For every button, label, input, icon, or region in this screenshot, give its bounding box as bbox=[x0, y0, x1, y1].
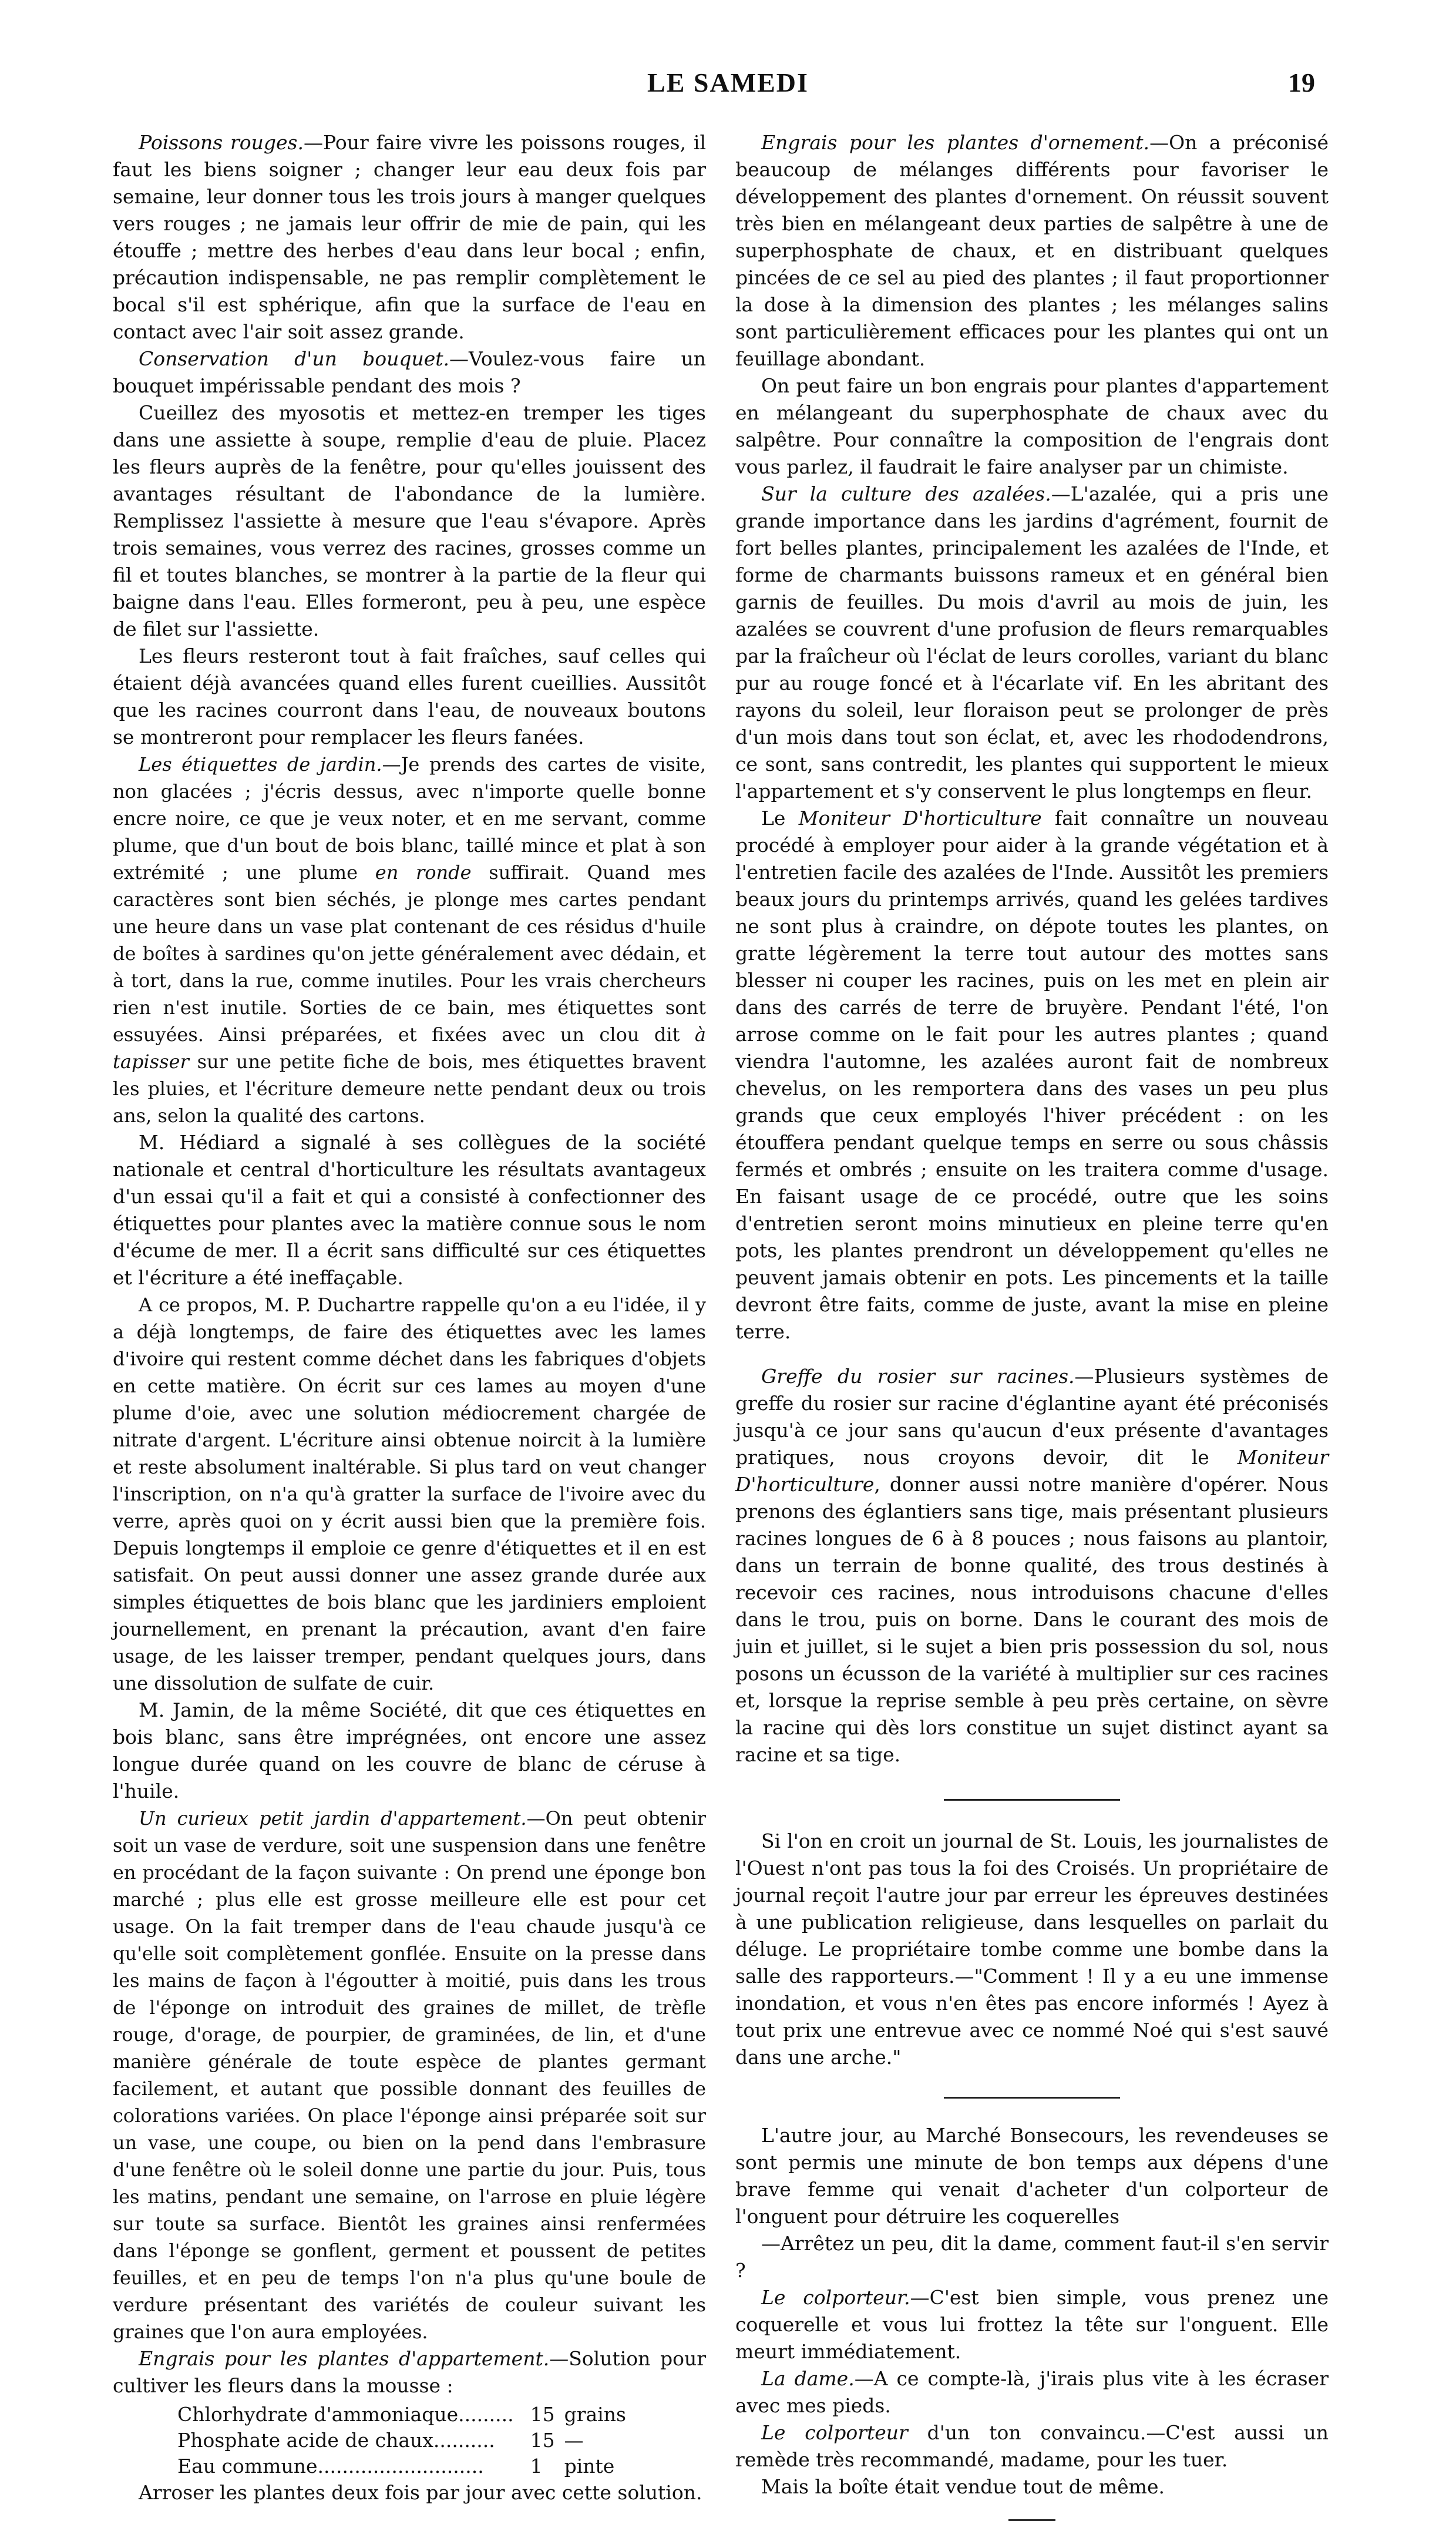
text-sponge-garden: —On peut obtenir soit un vase de verdure, soit une suspension dans une fenêtre en procédant de la façon suivante : On prend une éponge bon marché ; plus elle est grosse meilleure elle est pour cet usage. On la fait tremper dans de l'eau chaude jusqu'à ce qu'elle soit complètement gonflée. Ensuite on la presse dans les mains de façon à l'égoutter à moitié, puis dans les trous de l'éponge on introduit des graines de millet, de trèfle rouge, d'orage, de pourpier, de graminées, de lin, et d'une manière générale de toute espèce de plantes germant facilement, et autant que possible donnant des feuilles de colorations variées. On place l'éponge ainsi préparée soit sur un vase, une coupe, ou bien on la pend dans l'embrasure d'une fenêtre où le soleil donne une partie du jour. Puis, tous les matins, pendant une semaine, on l'arrose en pluie légère sur toute sa surface. Bientôt les graines ainsi renfermées dans l'éponge se gonflent, germent et poussent de petites feuilles, et en peu de temps l'on n'a plus qu'une boule de verdure présentant des variétés de couleur suivant les graines que l'on aura employées. bbox=[113, 1807, 707, 2343]
anecdote-st-louis: Si l'on en croit un journal de St. Louis, les journalistes de l'Ouest n'ont pas tous la foi des Croisés. Un propriétaire de journal reçoit l'autre jour par erreur les épreuves destinées à une publication religieuse, dans lesquelles on parlait du déluge. Le propriétaire tombe comme une bombe dans la salle des rapporteurs.—"Comment ! Il y a eu une immense inondation, et vous n'en êtes pas encore informés ! Ayez à tout prix une entrevue avec ce nommé Noé qui s'est sauvé dans une arche." bbox=[735, 1830, 1329, 2069]
paragraph-moniteur-azaleas bbox=[735, 805, 1329, 1345]
paragraph-jamin: M. Jamin, de la même Société, dit que ces étiquettes en bois blanc, sans être imprégnées, ont encore une assez longue durée quand on les couvre de blanc de céruse à l'huile. bbox=[113, 1698, 706, 1802]
heading-ornamental-fertilizer: Engrais pour les plantes d'ornement. bbox=[761, 131, 1150, 154]
text-rose-grafting-a: —Plusieurs systèmes de greffe du rosier sur racine d'églantine ayant été préconisés jusqu'à ce jour sans qu'aucun d'eux présente d'avantages pratiques, nous croyons devoir, dit le bbox=[735, 1365, 1329, 1469]
heading-goldfish: Poissons rouges. bbox=[139, 131, 304, 154]
article-azaleas bbox=[735, 481, 1329, 805]
paragraph-ending: Mais la boîte était vendue tout de même. bbox=[761, 2475, 1165, 2498]
heading-sponge-garden: Un curieux petit jardin d'appartement. bbox=[139, 1807, 527, 1830]
dialogue-line-lady-2 bbox=[735, 2365, 1329, 2419]
heading-bouquet: Conservation d'un bouquet. bbox=[139, 347, 449, 370]
article-ornamental-fertilizer bbox=[735, 129, 1329, 372]
recipe-row bbox=[177, 2402, 626, 2428]
paragraph-myosotis: Cueillez des myosotis et mettez-en tremper les tiges dans une assiette à soupe, remplie d'eau de pluie. Placez les fleurs auprès de la fenêtre, pour qu'elles jouissent des avantages résultant de l'abondance de la lumière. Remplissez l'assiette à mesure que l'eau s'évapore. Après trois semaines, vous verrez des racines, grosses comme un fil et toutes blanches, se montrer à la partie de la fleur qui baigne dans l'eau. Elles formeront, peu à peu, une espèce de filet sur l'assiette. bbox=[113, 401, 706, 640]
recipe-quantity: 1 bbox=[530, 2455, 543, 2478]
speech-peddler-2: d'un ton convaincu.—C'est aussi un remède très recommandé, madame, pour les tuer. bbox=[735, 2421, 1329, 2471]
text-garden-labels-a: —Je prends des cartes de visite, non glacées ; j'écris dessus, avec n'importe quelle bonne encre noire, ce que je veux noter, et en me servant, comme plume, que d'un bout de bois blanc, taillé mince et plat à son extrémité ; une plume bbox=[113, 753, 707, 884]
paragraph-fresh-flowers: Les fleurs resteront tout à fait fraîches, sauf celles qui étaient déjà avancées quand elles furent cueillies. Aussitôt que les racines courront dans l'eau, de nouveaux boutons se montreront pour remplacer les fleurs fanées. bbox=[113, 644, 706, 748]
recipe-table bbox=[177, 2402, 626, 2479]
text-garden-labels-italic-2: à tapisser bbox=[113, 1023, 706, 1073]
recipe-ingredient: Phosphate acide de chaux.......... bbox=[177, 2429, 495, 2452]
text-garden-labels-c: sur une petite fiche de bois, mes étiquettes bravent les pluies, et l'écriture demeure nette pendant deux ou trois ans, selon la qualité des cartons. bbox=[113, 1050, 706, 1127]
dialogue-line-peddler bbox=[735, 2284, 1329, 2365]
article-goldfish bbox=[113, 129, 706, 345]
text-indoor-fertilizer: —Solution pour cultiver les fleurs dans la mousse : bbox=[113, 2347, 707, 2397]
text-garden-labels-b: suffirait. Quand mes caractères sont bien séchés, je plonge mes cartes pendant une heure dans un vase plat contenant de ces résidus d'huile de boîtes à sardines qu'on jette généralement avec dédain, et à tort, dans la rue, comme inutiles. Pour les vrais chercheurs rien n'est inutile. Sorties de ce bain, mes étiquettes sont essuyées. Ainsi préparées, et fixées avec un clou dit bbox=[113, 861, 706, 1046]
text-ornamental-fertilizer: —On a préconisé beaucoup de mélanges différents pour favoriser le développement des plantes d'ornement. On réussit souvent très bien en mélangeant deux parties de salpêtre à une de superphosphate de chaux, et en distribuant quelques pincées de ce sel au pied des plantes ; il faut proportionner la dose à la dimension des plantes ; les mélanges salins sont particulièrement efficaces pour les plantes qui ont un feuillage abondant. bbox=[735, 131, 1329, 370]
heading-garden-labels: Les étiquettes de jardin. bbox=[139, 753, 382, 776]
text-garden-labels-italic-1: en ronde bbox=[375, 861, 472, 884]
article-indoor-fertilizer bbox=[113, 2345, 706, 2399]
section-divider bbox=[944, 2097, 1120, 2099]
dialogue-line-lady: —Arrêtez un peu, dit la dame, comment faut-il s'en servir ? bbox=[735, 2232, 1329, 2282]
speech-lady: —A ce compte-là, j'irais plus vite à les écraser avec mes pieds. bbox=[735, 2367, 1329, 2417]
recipe-quantity: 15 bbox=[530, 2403, 555, 2426]
speaker-peddler: Le colporteur. bbox=[761, 2286, 910, 2309]
speaker-peddler-2: Le colporteur bbox=[761, 2421, 908, 2444]
paragraph-watering: Arroser les plantes deux fois par jour avec cette solution. bbox=[139, 2481, 702, 2504]
heading-indoor-fertilizer: Engrais pour les plantes d'appartement. bbox=[139, 2347, 550, 2370]
recipe-unit: — bbox=[564, 2429, 584, 2452]
running-head bbox=[0, 69, 1456, 105]
paragraph-hediard: M. Hédiard a signalé à ses collègues de la société nationale et central d'horticulture les résultats avantageux d'un essai qu'il a fait et qui a consisté à confectionner des étiquettes pour plantes avec la matière connue sous le nom d'écume de mer. Il a écrit sans difficulté sur ces étiquettes et l'écriture a été ineffaçable. bbox=[113, 1131, 706, 1289]
left-column bbox=[113, 129, 706, 2506]
article-sponge-garden bbox=[113, 1805, 706, 2345]
text-moniteur-b: fait connaître un nouveau procédé à employer pour aider à la grande végétation et à l'entretien facile des azalées de l'Inde. Aussitôt les premiers beaux jours du printemps arrivés, quand les gelées tardives ne sont plus à craindre, on dépote toutes les plantes, on gratte légèrement la terre tout autour des mottes sans blesser ni couper les racines, puis on les met en plein air dans des carrés de terre de bruyère. Pendant l'été, l'on arrose comme on le fait pour les autres plantes ; quand viendra l'automne, les azalées auront fait de nombreux chevelus, on les remportera dans des vases un peu plus grands que ceux employés l'hiver précédent : on les étouffera pendant quelque temps en serre ou sous châssis fermés et ombrés ; ensuite on les traitera comme d'usage. En faisant usage de ce procédé, outre que les soins d'entretien seront moins minutieux en pleine terre qu'en pots, les plantes prendront un développement qu'elles ne peuvent jamais obtenir en pots. Les pincements et la taille devront être faits, comme de juste, avant la mise en pleine terre. bbox=[735, 807, 1329, 1343]
recipe-row bbox=[177, 2453, 626, 2479]
article-rose-grafting bbox=[735, 1363, 1329, 1768]
text-goldfish: —Pour faire vivre les poissons rouges, il faut les biens soigner ; changer leur eau deux fois par semaine, leur donner tous les trois jours à manger quelques vers rouges ; ne jamais leur offrir de mie de pain, qui les étouffe ; mettre des herbes d'eau dans leur bocal ; enfin, précaution indispensable, ne pas remplir complètement le bocal s'il est sphérique, afin que la surface de l'eau en contact avec l'air soit assez grande. bbox=[113, 131, 707, 343]
article-garden-labels bbox=[113, 751, 706, 1129]
publication-title: LE SAMEDI bbox=[647, 68, 809, 98]
recipe-unit: pinte bbox=[564, 2455, 615, 2478]
text-moniteur-a: Le bbox=[761, 807, 799, 830]
speaker-lady: La dame. bbox=[761, 2367, 855, 2390]
recipe-row bbox=[177, 2428, 626, 2453]
heading-azaleas: Sur la culture des azalées. bbox=[761, 482, 1051, 505]
recipe-ingredient: Eau commune........................... bbox=[177, 2455, 484, 2478]
recipe-ingredient: Chlorhydrate d'ammoniaque......... bbox=[177, 2403, 514, 2426]
text-bouquet: —Voulez-vous faire un bouquet impérissable pendant des mois ? bbox=[113, 347, 706, 397]
page-number: 19 bbox=[1288, 68, 1315, 98]
text-moniteur-title: Moniteur D'horticulture bbox=[798, 807, 1042, 830]
spacer bbox=[735, 1345, 1329, 1363]
text-rose-grafting-italic: Moniteur D'horticulture bbox=[735, 1446, 1329, 1496]
speech-peddler: —C'est bien simple, vous prenez une coquerelle et vous lui frottez la tête sur l'onguent. Elle meurt immédiatement. bbox=[735, 2286, 1329, 2363]
paragraph-duchartre: A ce propos, M. P. Duchartre rappelle qu'on a eu l'idée, il y a déjà longtemps, de faire des étiquettes avec les lames d'ivoire qui restent comme déchet dans les fabriques d'objets en cette matière. On écrit sur ces lames au moyen d'une plume d'oie, avec une solution médiocrement chargée de nitrate d'argent. L'écriture ainsi obtenue noircit à la lumière et reste absolument inaltérable. Si plus tard on veut changer l'inscription, on n'a qu'à gratter la surface de l'ivoire avec du verre, après quoi on y écrit aussi bien que la première fois. Depuis longtemps il emploie ce genre d'étiquettes et il en est satisfait. On peut aussi donner une assez grande durée aux simples étiquettes de bois blanc que les jardiniers emploient journellement, en prenant la précaution, avant d'en faire usage, de les laisser tremper, pendant quelques jours, dans une dissolution de sulfate de cuir. bbox=[113, 1294, 706, 1694]
section-divider bbox=[944, 1799, 1120, 1801]
right-column bbox=[735, 129, 1329, 2521]
heading-rose-grafting: Greffe du rosier sur racines. bbox=[761, 1365, 1075, 1388]
anecdote-bonsecours: L'autre jour, au Marché Bonsecours, les revendeuses se sont permis une minute de bon temps aux dépens d'une brave femme qui venait d'acheter d'un colporteur de l'onguent pour détruire les coquerelles bbox=[735, 2124, 1329, 2228]
recipe-quantity: 15 bbox=[530, 2429, 555, 2452]
paragraph-superphosphate: On peut faire un bon engrais pour plantes d'appartement en mélangeant du superphosphate de chaux avec du salpêtre. Pour connaître la composition de l'engrais dont vous parlez, il faudrait le faire analyser par un chimiste. bbox=[735, 374, 1329, 478]
text-azaleas: —L'azalée, qui a pris une grande importance dans les jardins d'agrément, fournit de fort belles plantes, principalement les azalées de l'Inde, et forme de charmants buissons rameux et en général bien garnis de feuilles. Du mois d'avril au mois de juin, les azalées se couvrent d'une profusion de fleurs remarquables par la fraîcheur où l'éclat de leurs corolles, variant du blanc pur au rouge foncé et à l'écarlate vif. En les abritant des rayons du soleil, leur floraison peut se prolonger de près d'un mois dans tout son éclat, et, avec les rhododendrons, ce sont, sans contredit, les plantes qui supportent le mieux l'appartement et s'y conservent le plus longtemps en fleur. bbox=[735, 482, 1329, 803]
dialogue-line-peddler-2 bbox=[735, 2419, 1329, 2473]
article-bouquet bbox=[113, 345, 706, 400]
recipe-unit: grains bbox=[564, 2403, 626, 2426]
text-rose-grafting-b: , donner aussi notre manière d'opérer. Nous prenons des églantiers sans tige, mais présentant plusieurs racines longues de 6 à 8 pouces ; nous faisons au plantoir, dans un terrain de bonne qualité, des trous destinés à recevoir ces racines, nous introduisons chacune d'elles dans le trou, puis on borne. Dans le courant des mois de juin et juillet, si le sujet a bien pris possession du sol, nous posons un écusson de la variété à multiplier sur ces racines et, lorsque la reprise semble à peu près certaine, on sèvre la racine qui dès lors constitue un sujet distinct ayant sa racine et sa tige. bbox=[735, 1473, 1329, 1766]
